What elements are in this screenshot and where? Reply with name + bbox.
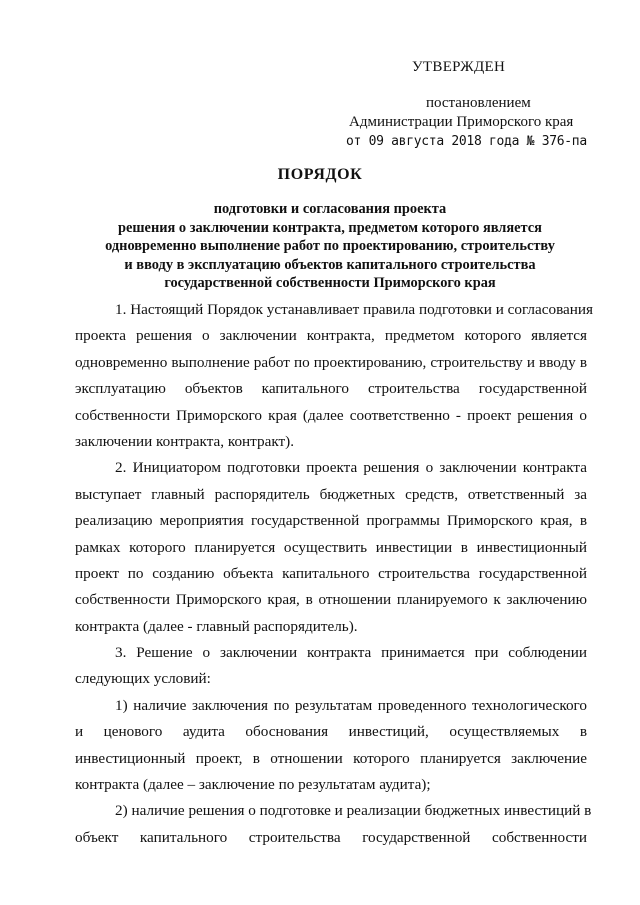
subtitle-line: подготовки и согласования проекта bbox=[213, 201, 447, 217]
body-line: рамках которого планируется осуществить инвестиции в инвестиционный bbox=[75, 538, 587, 556]
body-line: проект по созданию объекта капитального строительства государственной bbox=[75, 564, 587, 582]
body-line: и ценового аудита обоснования инвестиций, осуществляемых в bbox=[75, 723, 587, 741]
body-line: проекта решения о заключении контракта, предметом которого является bbox=[75, 327, 587, 345]
body-line: собственности Приморского края (далее соответственно - проект решения о bbox=[75, 406, 587, 424]
body-line: контракта (далее - главный распорядитель). bbox=[75, 617, 358, 635]
body-line: 1. Настоящий Порядок устанавливает правила подготовки и согласования bbox=[115, 301, 594, 318]
subtitle-line: одновременно выполнение работ по проектированию, строительству bbox=[105, 238, 555, 255]
body-line: контракта (далее – заключение по результатам аудита); bbox=[75, 776, 431, 794]
administration-label: Администрации Приморского края bbox=[349, 114, 574, 130]
document-title: ПОРЯДОК bbox=[277, 166, 363, 183]
document-body bbox=[75, 297, 594, 851]
body-line: 3. Решение о заключении контракта принимается при соблюдении bbox=[115, 644, 587, 662]
body-line: 2. Инициатором подготовки проекта решения о заключении контракта bbox=[115, 459, 587, 477]
document-subtitle bbox=[60, 200, 600, 293]
body-line: инвестиционный проект, в отношении которого планируется заключение bbox=[75, 749, 587, 767]
subtitle-line: решения о заключении контракта, предметом которого является bbox=[118, 219, 542, 236]
subtitle-line: государственной собственности Приморского края bbox=[164, 275, 496, 292]
approved-label: УТВЕРЖДЕН bbox=[412, 59, 506, 75]
body-line: 2) наличие решения о подготовке и реализации бюджетных инвестиций в bbox=[115, 802, 592, 820]
body-line: эксплуатацию объектов капитального строительства государственной bbox=[75, 380, 587, 398]
body-line: 1) наличие заключения по результатам проведенного технологического bbox=[115, 696, 587, 714]
body-line: собственности Приморского края, в отношении планируемого к заключению bbox=[75, 591, 587, 609]
subtitle-line: и вводу в эксплуатацию объектов капитального строительства bbox=[124, 256, 536, 273]
body-line: выступает главный распорядитель бюджетных средств, ответственный за bbox=[75, 485, 587, 503]
body-line: реализацию мероприятия государственной программы Приморского края, в bbox=[75, 512, 587, 530]
body-line: объект капитального строительства государственной собственности bbox=[75, 828, 587, 846]
body-line: заключении контракта, контракт). bbox=[75, 432, 295, 450]
decree-label: постановлением bbox=[426, 95, 531, 111]
decree-date-number: от 09 августа 2018 года № 376-па bbox=[346, 134, 587, 149]
body-line: следующих условий: bbox=[75, 670, 211, 688]
body-line: одновременно выполнение работ по проектированию, строительству и вводу в bbox=[75, 353, 587, 371]
